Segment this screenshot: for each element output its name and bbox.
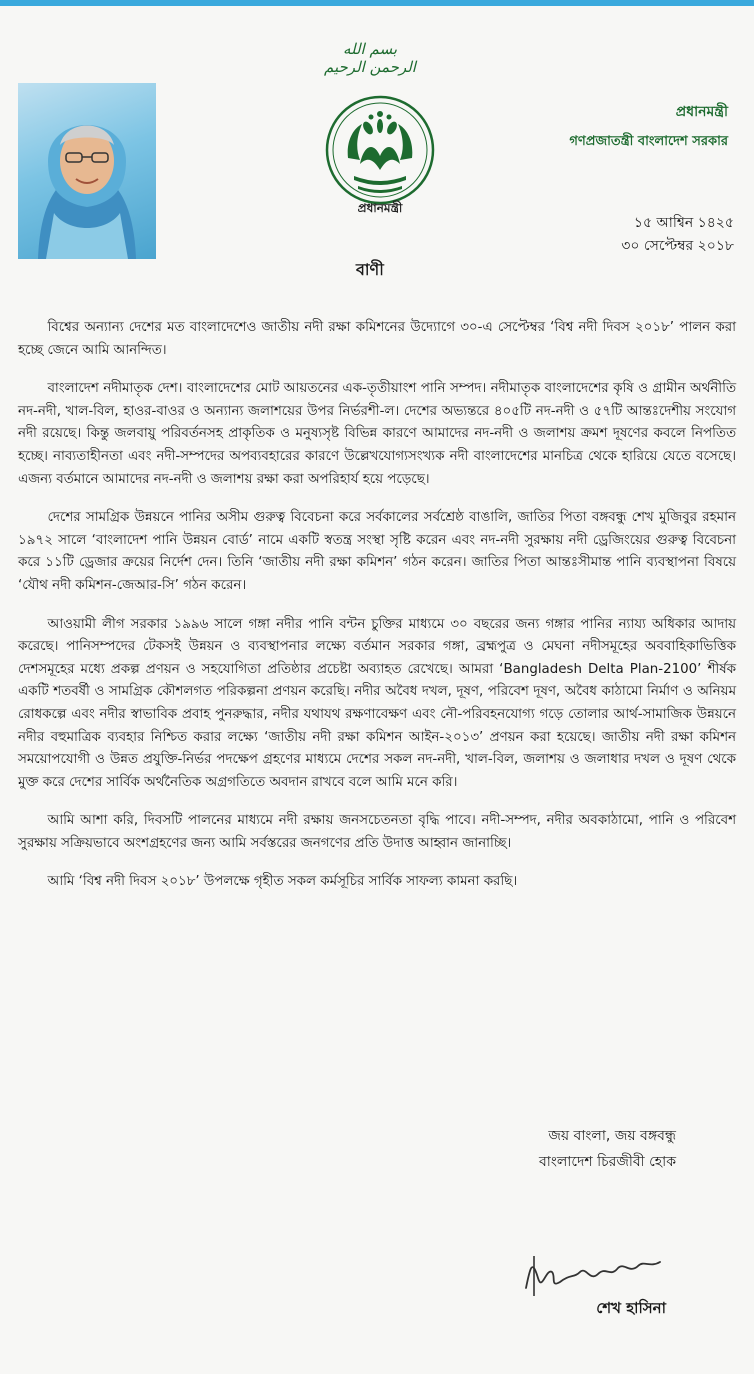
prime-minister-seal-icon: [324, 94, 436, 206]
paragraph: বাংলাদেশ নদীমাতৃক দেশ। বাংলাদেশের মোট আয়তনের এক-তৃতীয়াংশ পানি সম্পদ। নদীমাতৃক বাংলাদেশের কৃষি ও গ্রামীন অর্থনীতি নদ-নদী, খাল-বিল, হাওর-বাওর ও অন্যান্য জলাশয়ের উপর নির্ভরশী-ল। দেশের অভ্যন্তরে ৪০৫টি নদ-নদী ও ৫৭টি আন্তঃদেশীয় সংযোগ নদী রয়েছে। কিন্তু জলবায়ু পরিবর্তনসহ প্রাকৃতিক ও মনুষ্যসৃষ্ট বিভিন্ন কারণে আমাদের নদ-নদী ও জলাশয় ক্রমশ দূষণের কবলে নিপতিত হচ্ছে। নাব্যতাহীনতা এবং নদী-সম্পদের অপব্যবহারের কারণে উল্লেখযোগ্যসংখ্যক নদী বাংলাদেশের মানচিত্র থেকে হারিয়ে যেতে বসেছে। এজন্য বর্তমানে আমাদের নদ-নদী ও জলাশয় রক্ষা করা অপরিহার্য হয়ে পড়েছে।: [18, 381, 736, 487]
bismillah-calligraphy: بسم الله الرحمن الرحيم: [324, 40, 416, 76]
signature-icon: [520, 1238, 670, 1302]
closing-block: [539, 1123, 676, 1175]
paragraph: আওয়ামী লীগ সরকার ১৯৯৬ সালে গঙ্গা নদীর পানি বন্টন চুক্তির মাধ্যমে ৩০ বছরের জন্য গঙ্গার পানির ন্যায্য অধিকার আদায় করেছে। পানিসম্পদের টেকসই উন্নয়ন ও ব্যবস্থাপনার লক্ষ্যে বর্তমান সরকার গঙ্গা, ব্রহ্মপুত্র ও মেঘনা নদীসমূহের অববাহিকাভিত্তিক দেশসমূহের মধ্যে প্রকল্প প্রণয়ন ও সহযোগিতা প্রতিষ্ঠার প্রচেষ্টা অব্যাহত রেখেছে। আমরা ‘Bangladesh Delta Plan-2100’ শীর্ষক একটি শতবর্ষী ও সামগ্রিক কৌশলগত পরিকল্পনা প্রণয়ন করেছি। নদীর অবৈধ দখল, দূষণ, পরিবেশ দূষণ, অবৈধ কাঠামো নির্মাণ ও অনিয়ম রোধকল্পে এবং নদীর স্বাভাবিক প্রবাহ পুনরুদ্ধার, নদীর যথাযথ রক্ষণাবেক্ষণ এবং নৌ-পরিবহনযোগ্য গড়ে তোলার আর্থ-সামাজিক উন্নয়নে নদীর বহুমাত্রিক ব্যবহার নিশ্চিত করার লক্ষ্যে ‘জাতীয় নদী রক্ষা কমিশন আইন-২০১৩’ প্রণয়ন করা হয়েছে। জাতীয় নদী রক্ষা কমিশন সময়োপযোগী ও উন্নত প্রযুক্তি-নির্ভর পদক্ষেপ গ্রহণের মাধ্যমে দেশের সকল নদ-নদী, খাল-বিল, জলাশয় ও জলাধার দখল ও দূষণ থেকে মুক্ত করে দেশের সার্বিক অর্থনৈতিক অগ্রগতিতে অবদান রাখবে বলে আমি মনে করি।: [18, 616, 737, 790]
signer-name: শেখ হাসিনা: [596, 1299, 666, 1317]
paragraph: আমি ‘বিশ্ব নদী দিবস ২০১৮’ উপলক্ষে গৃহীত সকল কর্মসূচির সার্বিক সাফল্য কামনা করছি।: [47, 874, 518, 890]
office-subtitle: গণপ্রজাতন্ত্রী বাংলাদেশ সরকার: [569, 134, 728, 149]
paragraph: বিশ্বের অন্যান্য দেশের মত বাংলাদেশেও জাতীয় নদী রক্ষা কমিশনের উদ্যোগে ৩০-এ সেপ্টেম্বর ‘বিশ্ব নদী দিবস ২০১৮’ পালন করা হচ্ছে জেনে আমি আনন্দিত।: [18, 320, 736, 358]
top-accent-bar: [0, 0, 754, 6]
date-bangla: ১৫ আশ্বিন ১৪২৫: [633, 215, 734, 231]
date-gregorian: ৩০ সেপ্টেম্বর ২০১৮: [621, 238, 734, 254]
portrait-photo: [18, 83, 156, 259]
office-title: প্রধানমন্ত্রী: [675, 104, 728, 120]
portrait-illustration: [18, 83, 156, 259]
date-block: [621, 212, 734, 258]
message-body: [18, 317, 736, 910]
office-block: [569, 100, 728, 153]
seal-caption: প্রধানমন্ত্রী: [357, 201, 403, 215]
closing-slogan: জয় বাংলা, জয় বঙ্গবন্ধু: [548, 1128, 676, 1144]
message-heading: বাণী: [356, 260, 384, 279]
paragraph: দেশের সামগ্রিক উন্নয়নে পানির অসীম গুরুত্ব বিবেচনা করে সর্বকালের সর্বশ্রেষ্ঠ বাঙালি, জাতির পিতা বঙ্গবন্ধু শেখ মুজিবুর রহমান ১৯৭২ সালে ‘বাংলাদেশ পানি উন্নয়ন বোর্ড’ নামে একটি স্বতন্ত্র সংস্থা সৃষ্টি করেন এবং নদ-নদী সুরক্ষায় নদী ড্রেজিংয়ের গুরুত্ব বিবেচনা করে ১১টি ড্রেজার ক্রয়ের নির্দেশ দেন। তিনি ‘জাতীয় নদী রক্ষা কমিশন’ গঠন করেন। জাতির পিতা আন্তঃসীমান্ত পানি ব্যবস্থাপনা বিষয়ে ‘যৌথ নদী কমিশন-জেআর-সি’ গঠন করেন।: [18, 510, 736, 593]
paragraph: আমি আশা করি, দিবসটি পালনের মাধ্যমে নদী রক্ষায় জনসচেতনতা বৃদ্ধি পাবে। নদী-সম্পদ, নদীর অবকাঠামো, পানি ও পরিবেশ সুরক্ষায় সক্রিয়ভাবে অংশগ্রহণের জন্য আমি সর্বস্তরের জনগণের প্রতি উদাত্ত আহ্বান জানাচ্ছি।: [18, 813, 736, 851]
closing-wish: বাংলাদেশ চিরজীবী হোক: [538, 1154, 676, 1170]
